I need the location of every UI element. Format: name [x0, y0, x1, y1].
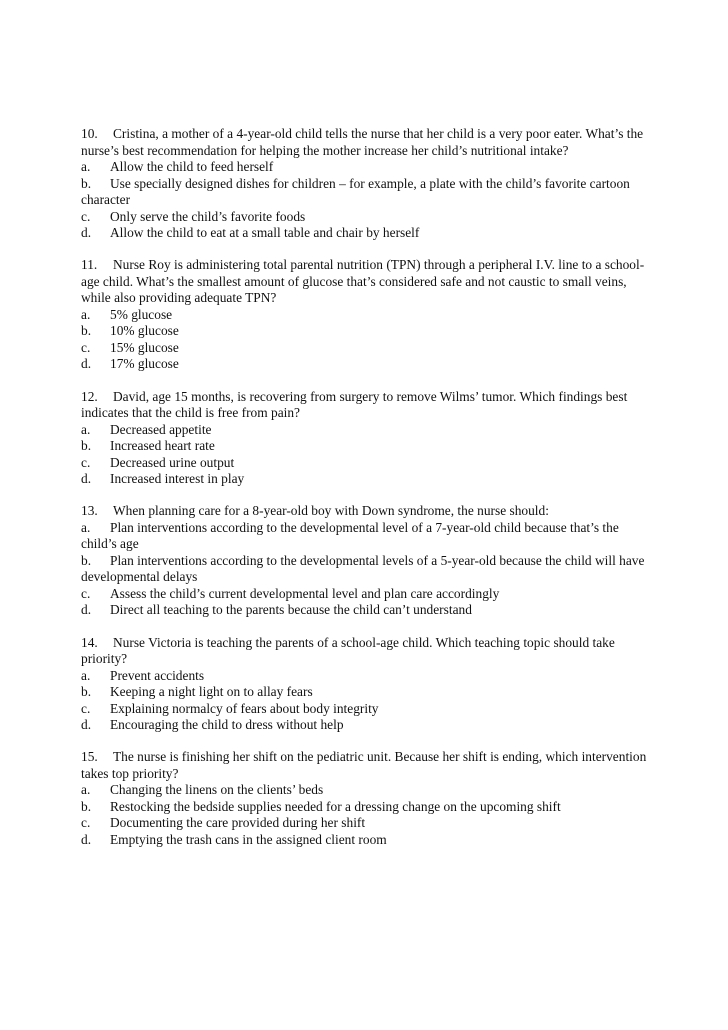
- answer-option-b: [81, 176, 656, 209]
- answer-option-a: [81, 307, 656, 324]
- option-letter: d.: [81, 602, 92, 618]
- question-text: Nurse Roy is administering total parental nutrition (TPN) through a peripheral I.V. line to a school-age child. What’s the smallest amount of glucose that’s considered safe and not caustic to small veins, while also providing adequate TPN?: [81, 257, 645, 306]
- option-text: Allow the child to feed herself: [110, 159, 274, 174]
- question-number: 15.: [81, 749, 98, 765]
- answer-option-b: [81, 323, 656, 340]
- question-stem: [81, 503, 656, 520]
- question-13: [81, 503, 656, 619]
- option-letter: a.: [81, 782, 91, 798]
- option-text: Keeping a night light on to allay fears: [110, 684, 313, 700]
- option-letter: a.: [81, 519, 91, 535]
- option-letter: c.: [81, 700, 91, 716]
- option-letter: c.: [81, 585, 91, 601]
- question-10: [81, 126, 656, 242]
- option-text: Increased interest in play: [110, 471, 245, 487]
- answer-option-d: [81, 832, 656, 849]
- option-letter: d.: [81, 471, 92, 487]
- answer-option-c: [81, 209, 656, 226]
- option-letter: d.: [81, 356, 92, 372]
- answer-option-d: [81, 471, 656, 488]
- option-letter: a.: [81, 306, 91, 322]
- question-text: Nurse Victoria is teaching the parents of a school-age child. Which teaching topic should take priority?: [81, 634, 615, 667]
- answer-option-b: [81, 553, 656, 586]
- question-12: [81, 389, 656, 488]
- answer-option-d: [81, 225, 656, 242]
- option-letter: d.: [81, 831, 92, 847]
- answer-option-c: [81, 701, 656, 718]
- option-letter: b.: [81, 684, 92, 700]
- question-stem: [81, 749, 656, 782]
- question-text: The nurse is finishing her shift on the pediatric unit. Because her shift is ending, which intervention takes top priority?: [81, 749, 647, 781]
- question-15: [81, 749, 656, 848]
- question-stem: [81, 389, 656, 422]
- answer-option-b: [81, 684, 656, 701]
- option-text: Direct all teaching to the parents because the child can’t understand: [110, 602, 472, 618]
- option-text: Restocking the bedside supplies needed for a dressing change on the upcoming shift: [110, 798, 561, 814]
- option-letter: b.: [81, 438, 92, 454]
- option-text: Explaining normalcy of fears about body integrity: [110, 700, 379, 716]
- answer-option-d: [81, 602, 656, 619]
- option-text: 5% glucose: [110, 306, 173, 322]
- answer-option-d: [81, 356, 656, 373]
- document-page: [81, 126, 656, 864]
- option-text: Decreased urine output: [110, 454, 235, 470]
- option-text: Documenting the care provided during her shift: [110, 815, 366, 831]
- option-text: Prevent accidents: [110, 667, 205, 683]
- option-letter: d.: [81, 225, 92, 240]
- answer-option-a: [81, 668, 656, 685]
- answer-option-c: [81, 586, 656, 603]
- answer-option-b: [81, 799, 656, 816]
- question-stem: [81, 257, 656, 307]
- option-text: Decreased appetite: [110, 421, 212, 437]
- question-11: [81, 257, 656, 373]
- option-text: Plan interventions according to the developmental levels of a 5-year-old because the child will have developmental delays: [81, 552, 645, 585]
- option-text: Assess the child’s current developmental level and plan care accordingly: [110, 585, 500, 601]
- option-text: Increased heart rate: [110, 438, 215, 454]
- option-letter: c.: [81, 454, 91, 470]
- question-text: When planning care for a 8-year-old boy with Down syndrome, the nurse should:: [113, 503, 549, 519]
- option-text: Plan interventions according to the developmental level of a 7-year-old child because that’s the child’s age: [81, 519, 619, 552]
- option-letter: c.: [81, 208, 91, 224]
- answer-option-a: [81, 520, 656, 553]
- option-letter: c.: [81, 339, 91, 355]
- option-text: 10% glucose: [110, 323, 179, 339]
- option-text: 17% glucose: [110, 356, 179, 372]
- question-number: 11.: [81, 257, 98, 273]
- question-stem: [81, 635, 656, 668]
- option-letter: b.: [81, 175, 92, 191]
- option-letter: a.: [81, 421, 91, 437]
- answer-option-c: [81, 815, 656, 832]
- question-text: David, age 15 months, is recovering from surgery to remove Wilms’ tumor. Which findings best indicates that the child is free from pain?: [81, 388, 628, 421]
- answer-option-a: [81, 159, 656, 176]
- option-letter: a.: [81, 667, 91, 683]
- option-letter: a.: [81, 159, 91, 174]
- question-number: 10.: [81, 126, 98, 141]
- question-14: [81, 635, 656, 734]
- question-number: 12.: [81, 388, 98, 404]
- option-text: 15% glucose: [110, 339, 179, 355]
- answer-option-b: [81, 438, 656, 455]
- option-letter: b.: [81, 323, 92, 339]
- answer-option-c: [81, 455, 656, 472]
- option-text: Emptying the trash cans in the assigned client room: [110, 831, 387, 847]
- question-stem: [81, 126, 656, 159]
- answer-option-a: [81, 782, 656, 799]
- answer-option-a: [81, 422, 656, 439]
- option-text: Changing the linens on the clients’ beds: [110, 782, 324, 798]
- question-number: 14.: [81, 634, 98, 650]
- option-letter: d.: [81, 717, 92, 733]
- option-text: Only serve the child’s favorite foods: [110, 208, 306, 224]
- option-text: Allow the child to eat at a small table and chair by herself: [110, 225, 420, 240]
- option-text: Encouraging the child to dress without help: [110, 717, 344, 733]
- question-text: Cristina, a mother of a 4-year-old child tells the nurse that her child is a very poor eater. What’s the nurse’s best recommendation for helping the mother increase her child’s nutritional intake?: [81, 126, 644, 158]
- answer-option-c: [81, 340, 656, 357]
- option-text: Use specially designed dishes for children – for example, a plate with the child’s favorite cartoon character: [81, 175, 630, 207]
- answer-option-d: [81, 717, 656, 734]
- option-letter: c.: [81, 815, 91, 831]
- option-letter: b.: [81, 552, 92, 568]
- question-number: 13.: [81, 503, 98, 519]
- option-letter: b.: [81, 798, 92, 814]
